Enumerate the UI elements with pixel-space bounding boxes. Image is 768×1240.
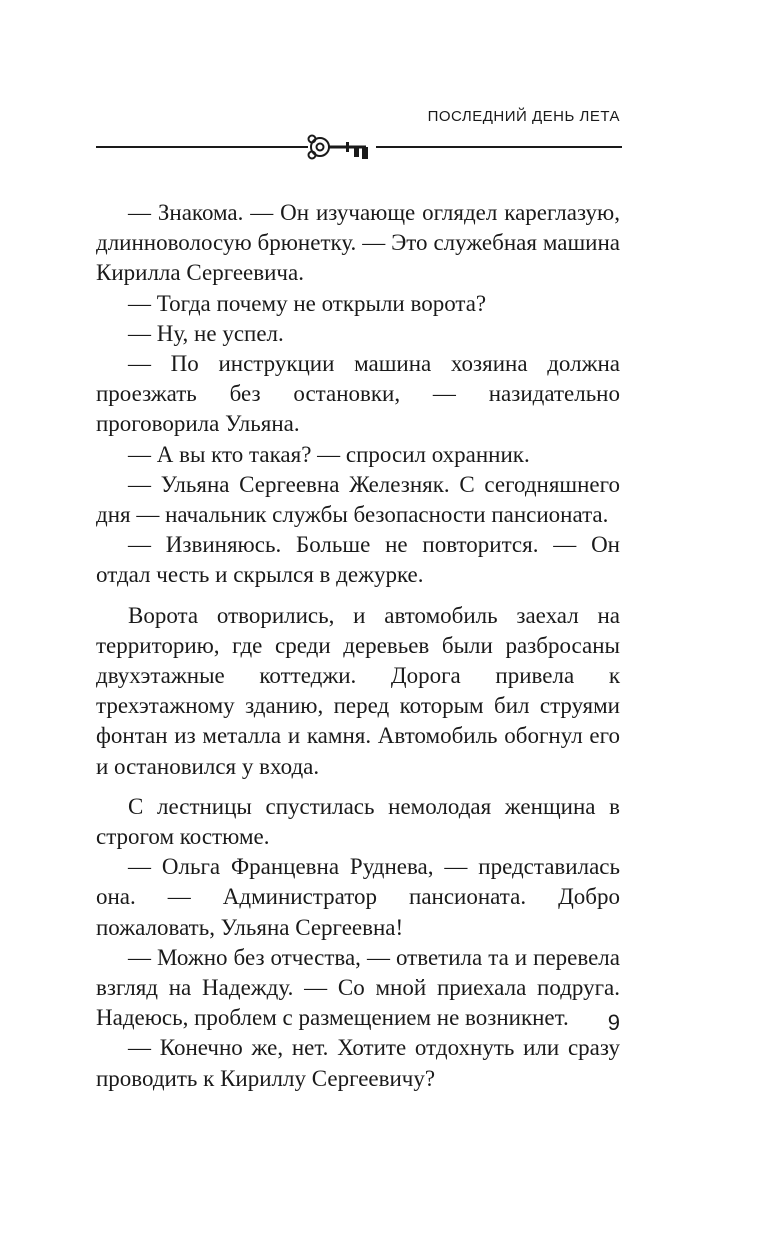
paragraph: С лестницы спустилась немолодая женщина в строгом костюме.	[96, 793, 620, 850]
paragraph: Ворота отворились, и автомобиль заехал на территорию, где среди деревьев были разбросаны двухэтажные коттеджи. Дорога привела к трехэтажному зданию, перед которым бил струями фонтан из металла и камня. Автомобиль обогнул его и остановился у входа.	[96, 602, 620, 779]
paragraph: — Тогда почему не открыли ворота?	[128, 290, 487, 316]
paragraph: — Конечно же, нет. Хотите отдохнуть или сразу проводить к Кириллу Сергеевичу?	[96, 1035, 620, 1091]
paragraph: — А вы кто такая? — спросил охранник.	[128, 441, 530, 467]
key-icon	[309, 136, 369, 160]
paragraph: — Знакома. — Он изучающе оглядел кареглазую, длинноволосую брюнетку. — Это служебная машина Кирилла Сергеевича.	[96, 200, 620, 286]
paragraph: — Можно без отчества, — ответила та и перевела взгляд на Надежду. — Со мной приехала подруга. Надеюсь, проблем с размещением не возникнет.	[96, 944, 620, 1031]
paragraph: — Ольга Францевна Руднева, — представилась она. — Администратор пансионата. Добро пожаловать, Ульяна Сергеевна!	[96, 854, 620, 940]
page-number: 9	[607, 1010, 620, 1035]
body-text	[96, 198, 620, 1094]
paragraph: — Ульяна Сергеевна Железняк. С сегодняшнего дня — начальник службы безопасности пансионата.	[96, 471, 620, 528]
paragraph: — Ну, не успел.	[128, 320, 284, 346]
paragraph: — По инструкции машина хозяина должна проезжать без остановки, — назидательно проговорила Ульяна.	[96, 351, 620, 437]
running-head: ПОСЛЕДНИЙ ДЕНЬ ЛЕТА	[427, 108, 620, 125]
paragraph: — Извиняюсь. Больше не повторится. — Он отдал честь и скрылся в дежурке.	[96, 532, 620, 588]
key-ornament-divider	[96, 130, 622, 164]
